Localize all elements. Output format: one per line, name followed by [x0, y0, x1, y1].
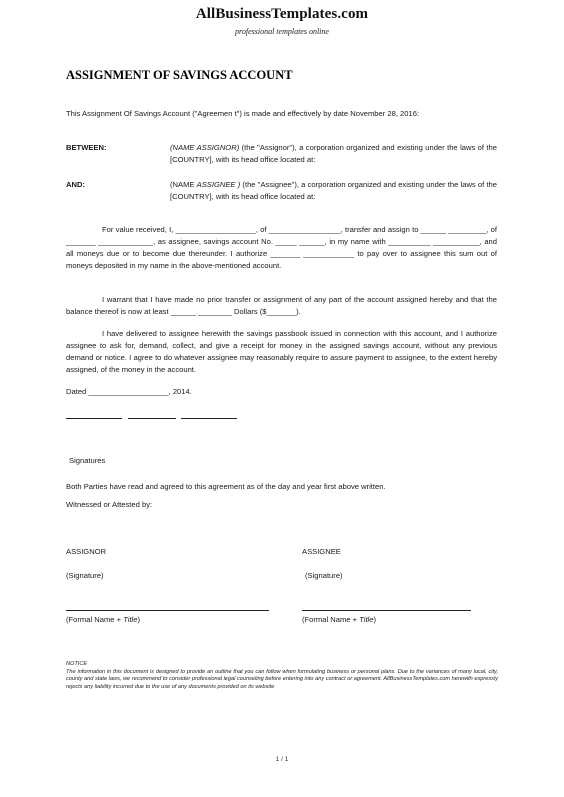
brand-logo-text: AllBusinessTemplates.com — [195, 6, 369, 22]
formal-name-title: Title — [123, 615, 138, 624]
dated-line: Dated ___________________, 2014. — [66, 387, 192, 396]
assignor-signature-caption: (Signature) — [66, 571, 104, 580]
assignor-signature-line — [66, 610, 269, 611]
assignee-name-prefix: (NAME — [170, 180, 197, 189]
between-party-text — [170, 142, 497, 166]
paragraph-warranty: I warrant that I have made no prior transfer or assignment of any part of the account assigned hereby and that the balance thereof is now at least ______ ________ Dollars ($_______). — [66, 295, 497, 316]
assignee-signature-caption: (Signature) — [305, 571, 343, 580]
assignee-name-placeholder: ASSIGNEE ) — [196, 180, 241, 189]
between-label: BETWEEN: — [66, 143, 107, 152]
formal-name-suffix: ) — [373, 615, 376, 624]
assignor-name-placeholder: (NAME ASSIGNOR) — [170, 143, 240, 152]
assignor-description: (the "Assignor"), a corporation organized and existing under the laws of the [COUNTRY], with its head office located at: — [170, 143, 497, 164]
blank-line-2 — [128, 418, 176, 419]
formal-name-suffix: ) — [137, 615, 140, 624]
signatures-label: Signatures — [69, 456, 106, 465]
assignor-formal-name — [66, 614, 140, 626]
formal-name-prefix: (Formal Name + — [302, 615, 360, 624]
assignee-label: ASSIGNEE — [302, 547, 341, 556]
document-title: ASSIGNMENT OF SAVINGS ACCOUNT — [66, 68, 293, 82]
assignor-label: ASSIGNOR — [66, 547, 107, 556]
brand-tagline: professional templates online — [235, 27, 329, 36]
notice-title: NOTICE — [66, 661, 88, 667]
formal-name-title: Title — [359, 615, 374, 624]
paragraph-value-received: For value received, I, ___________________, of _________________, transfer and assign to ______ _________, of _______ _____________, as assignee, savings account No. _____ ______, in my name with __________ ___________, and all moneys due or to become due thereunder. I authorize _______ ____________ to pay over to assignee this sum out of moneys deposited in my name in the above-mentioned account. — [66, 225, 497, 270]
agreement-line: Both Parties have read and agreed to this agreement as of the day and year first above written. — [66, 482, 386, 491]
blank-line-1 — [66, 418, 122, 419]
intro-paragraph: This Assignment Of Savings Account ("Agreemen t") is made and effectively by date November 28, 2016: — [66, 109, 420, 118]
notice-text: The information in this document is designed to provide an outline that you can follow when formulating business or personal plans. Due to the variances of many local, city, county and state laws, we recommend to consider professional legal counseling before entering into any contract or agreement. AllBusinessTemplates.com herewith expressly rejects any liability incurred due to the use of any documents provided on its website — [66, 669, 498, 690]
page-number: 1 / 1 — [275, 756, 289, 763]
paragraph-passbook: I have delivered to assignee herewith the savings passbook issued in connection with this account, and I authorize assignee to ask for, demand, collect, and give a receipt for money in the assigned savings account, without any previous demand or notice. I agree to do whatever assignee may reasonably require to assure payment to assignee, to the extent hereby assigned, of the money in the account. — [66, 329, 497, 374]
formal-name-prefix: (Formal Name + — [66, 615, 124, 624]
assignee-formal-name — [302, 614, 376, 626]
and-party-text — [170, 179, 497, 203]
witness-line: Witnessed or Attested by: — [66, 500, 153, 509]
and-label: AND: — [66, 180, 85, 189]
assignee-description: (the "Assignee"), a corporation organized and existing under the laws of the [COUNTRY], with its head office located at: — [170, 180, 498, 201]
assignee-signature-line — [302, 610, 471, 611]
blank-line-3 — [181, 418, 237, 419]
